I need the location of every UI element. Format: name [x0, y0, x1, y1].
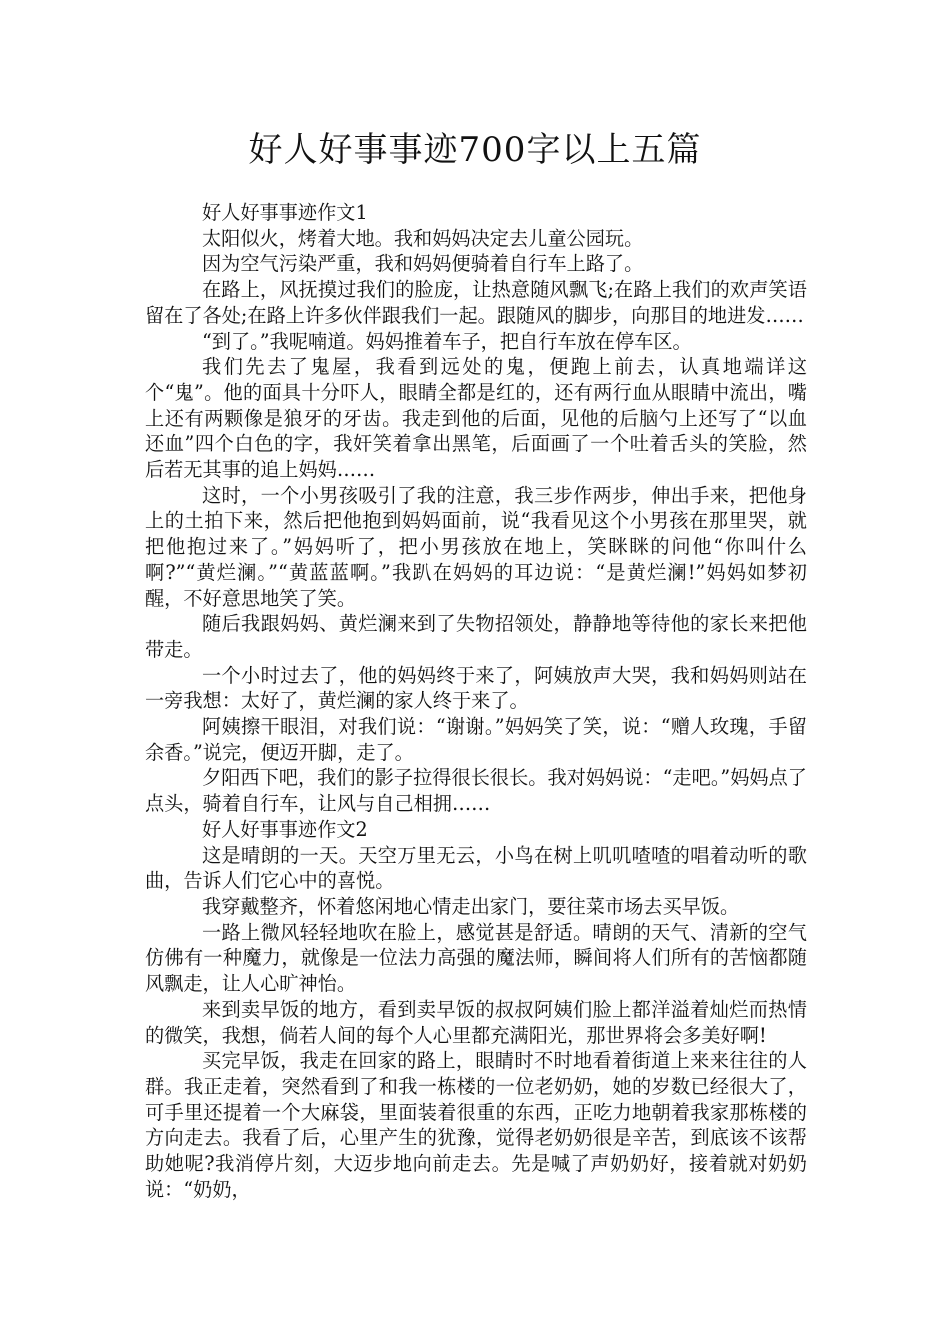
- paragraph: 随后我跟妈妈、黄烂澜来到了失物招领处，静静地等待他的家长来把他带走。: [145, 612, 807, 661]
- paragraph: 这是晴朗的一天。天空万里无云，小鸟在树上叽叽喳喳的唱着动听的歌曲，告诉人们它心中的喜悦。: [145, 843, 807, 893]
- paragraph: 这时，一个小男孩吸引了我的注意，我三步作两步，伸出手来，把他身上的土拍下来，然后把他抱到妈妈面前，说“我看见这个小男孩在那里哭，就把他抱过来了。”妈妈听了，把小男孩放在地上，笑眯眯的问他“你叫什么啊?”“黄烂澜。”“黄蓝蓝啊。”我趴在妈妈的耳边说：“是黄烂澜!”妈妈如梦初醒，不好意思地笑了笑。: [145, 483, 807, 610]
- paragraph: 来到卖早饭的地方，看到卖早饭的叔叔阿姨们脸上都洋溢着灿烂而热情的微笑，我想，倘若人间的每个人心里都充满阳光，那世界将会多美好啊!: [145, 997, 807, 1047]
- paragraph: 因为空气污染严重，我和妈妈便骑着自行车上路了。: [202, 252, 644, 276]
- paragraph: 夕阳西下吧，我们的影子拉得很长很长。我对妈妈说：“走吧。”妈妈点了点头，骑着自行车，让风与自己相拥……: [145, 766, 807, 816]
- paragraph: 我穿戴整齐，怀着悠闲地心情走出家门，要往菜市场去买早饭。: [202, 894, 740, 918]
- paragraph: 太阳似火，烤着大地。我和妈妈决定去儿童公园玩。: [202, 226, 644, 250]
- document-title: 好人好事事迹700字以上五篇: [248, 130, 702, 170]
- section-heading-1: 好人好事事迹作文1: [202, 201, 368, 224]
- document-body: [145, 200, 807, 1202]
- paragraph: 阿姨擦干眼泪，对我们说：“谢谢。”妈妈笑了笑，说：“赠人玫瑰，手留余香。”说完，便迈开脚，走了。: [145, 715, 807, 764]
- section-heading-2: 好人好事事迹作文2: [202, 817, 368, 841]
- paragraph: 在路上，风抚摸过我们的脸庞，让热意随风飘飞;在路上我们的欢声笑语留在了各处;在路上许多伙伴跟我们一起。跟随风的脚步，向那目的地进发……: [145, 278, 807, 327]
- paragraph: “到了。”我呢喃道。妈妈推着车子，把自行车放在停车区。: [202, 329, 692, 353]
- paragraph: 买完早饭，我走在回家的路上，眼睛时不时地看着街道上来来往往的人群。我正走着，突然看到了和我一栋楼的一位老奶奶，她的岁数已经很大了，可手里还提着一个大麻袋，里面装着很重的东西，正吃力地朝着我家那栋楼的方向走去。我看了后，心里产生的犹豫，觉得老奶奶很是辛苦，到底该不该帮助她呢?我消停片刻，大迈步地向前走去。先是喊了声奶奶好，接着就对奶奶说：“奶奶，: [145, 1049, 807, 1201]
- paragraph: 一路上微风轻轻地吹在脸上，感觉甚是舒适。晴朗的天气、清新的空气仿佛有一种魔力，就像是一位法力高强的魔法师，瞬间将人们所有的苦恼都随风飘走，让人心旷神怡。: [145, 920, 807, 996]
- paragraph: 我们先去了鬼屋，我看到远处的鬼，便跑上前去，认真地端详这个“鬼”。他的面具十分吓人，眼睛全都是红的，还有两行血从眼睛中流出，嘴上还有两颗像是狼牙的牙齿。我走到他的后面，见他的后脑勺上还写了“以血还血”四个白色的字，我奸笑着拿出黑笔，后面画了一个吐着舌头的笑脸，然后若无其事的追上妈妈……: [145, 355, 807, 482]
- paragraph: 一个小时过去了，他的妈妈终于来了，阿姨放声大哭，我和妈妈则站在一旁我想：太好了，黄烂澜的家人终于来了。: [145, 663, 807, 713]
